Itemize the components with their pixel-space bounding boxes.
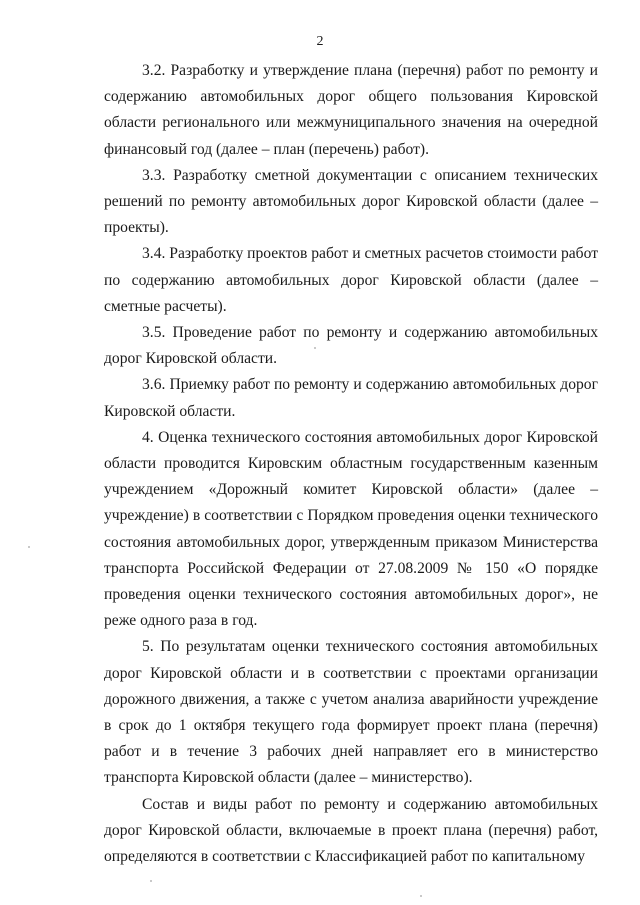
document-body bbox=[104, 58, 598, 870]
scan-speck bbox=[314, 347, 316, 349]
scan-speck bbox=[28, 546, 30, 548]
paragraph-3-2: 3.2. Разработку и утверждение плана (перечня) работ по ремонту и содержанию автомобильных дорог общего пользования Кировской области регионального или межмуниципального значения на очередной финансовый год (далее – план (перечень) работ). bbox=[104, 62, 598, 158]
page-number: 2 bbox=[316, 34, 324, 49]
scan-speck bbox=[150, 880, 152, 882]
paragraph-3-5: 3.5. Проведение работ по ремонту и содержанию автомобильных дорог Кировской области. bbox=[104, 324, 598, 368]
paragraph-composition: Состав и виды работ по ремонту и содержанию автомобильных дорог Кировской области, включаемые в проект плана (перечня) работ, определяются в соответствии с Классификацией работ по капитальному bbox=[104, 795, 598, 866]
paragraph-5: 5. По результатам оценки технического состояния автомобильных дорог Кировской области и в соответствии с проектами организации дорожного движения, а также с учетом анализа аварийности учреждение в срок до 1 октября текущего года формирует проект плана (перечня) работ и в течение 3 рабочих дней направляет его в министерство транспорта Кировской области (далее – министерство). bbox=[104, 638, 598, 787]
paragraph-4: 4. Оценка технического состояния автомобильных дорог Кировской области проводится Кировским областным государственным казенным учреждением «Дорожный комитет Кировской области» (далее – учреждение) в соответствии с Порядком проведения оценки технического состояния автомобильных дорог, утвержденным приказом Министерства транспорта Российской Федерации от 27.08.2009 № 150 «О порядке проведения оценки технического состояния автомобильных дорог», не реже одного раза в год. bbox=[104, 428, 598, 630]
scan-speck bbox=[420, 895, 422, 897]
paragraph-3-4: 3.4. Разработку проектов работ и сметных расчетов стоимости работ по содержанию автомобильных дорог Кировской области (далее – сметные расчеты). bbox=[104, 245, 599, 315]
paragraph-3-3: 3.3. Разработку сметной документации с описанием технических решений по ремонту автомобильных дорог Кировской области (далее – проекты). bbox=[104, 166, 598, 237]
paragraph-3-6: 3.6. Приемку работ по ремонту и содержанию автомобильных дорог Кировской области. bbox=[104, 376, 598, 420]
